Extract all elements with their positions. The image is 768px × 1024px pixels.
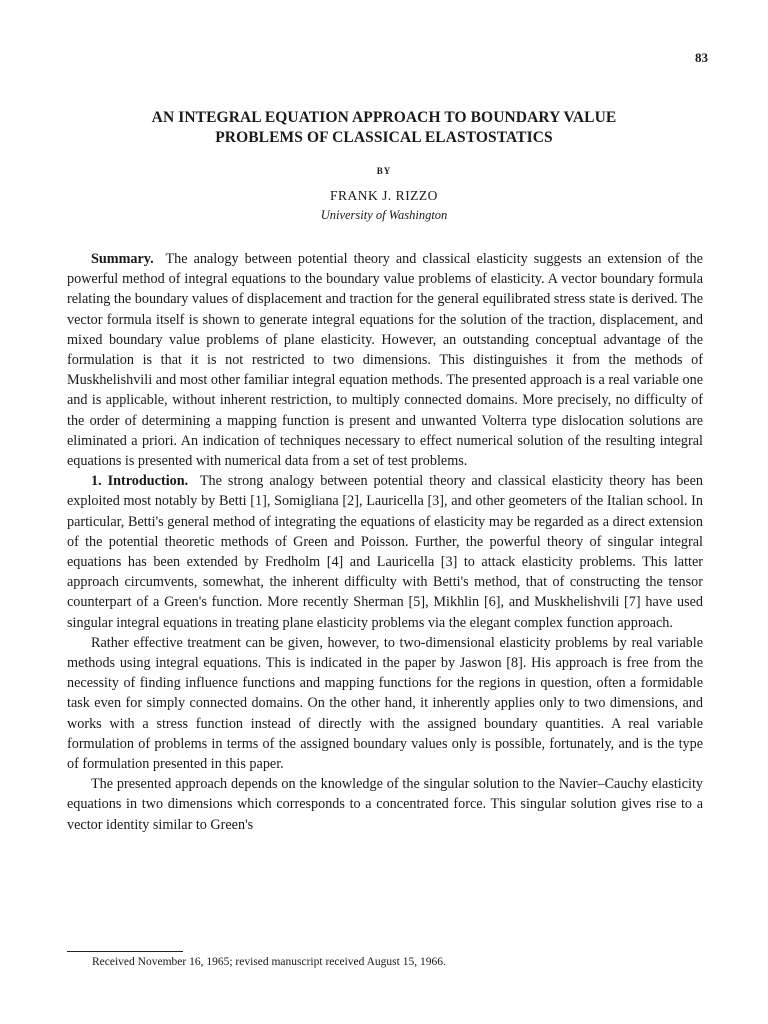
by-line: BY (376, 166, 392, 176)
summary-heading: Summary. (91, 251, 154, 267)
title-line-1: AN INTEGRAL EQUATION APPROACH TO BOUNDARY VALUE (151, 109, 617, 126)
introduction-paragraph (67, 471, 703, 633)
author-affiliation: University of Washington (320, 208, 448, 222)
article-title (0, 108, 768, 148)
summary-text: The analogy between potential theory and classical elasticity suggests an extension of the powerful method of integral equations to the boundary value problems of elasticity. A vector boundary formula relating the boundary values of displacement and traction for the general equilibrated stress state is derived. The vector formula itself is shown to generate integral equations for the solution of the traction, displacement, and mixed boundary value problems of plane elasticity. However, an outstanding conceptual advantage of the formulation is that it is not restricted to two dimensions. This distinguishes it from the methods of Muskhelishvili and most other familiar integral equation methods. The presented approach is a real variable one and is applicable, without inherent restriction, to multiply connected domains. More precisely, no difficulty of the order of determining a mapping function is present and unwanted Volterra type dislocation solutions are eliminated a priori. An indication of techniques necessary to effect numerical solution of the resulting integral equations is presented with numerical data from a set of test problems. (67, 251, 703, 470)
body-paragraph: The presented approach depends on the knowledge of the singular solution to the Navier–Cauchy elasticity equations in two dimensions which corresponds to a concentrated force. This singular solution gives rise to a vector identity similar to Green's (67, 776, 703, 833)
body-paragraph: Rather effective treatment can be given, however, to two-dimensional elasticity problems by real variable methods using integral equations. This is indicated in the paper by Jaswon [8]. His approach is free from the necessity of finding influence functions and mapping functions for the regions in question, often a formidable task even for simply connected domains. On the other hand, it inherently applies only to two dimensions, and works with a stress function instead of directly with the assigned boundary quantities. A real variable formulation of problems in terms of the assigned boundary values only is possible, fortunately, and is the type of formulation presented in this paper. (67, 634, 703, 773)
author-name: FRANK J. RIZZO (330, 188, 438, 203)
footnote: Received November 16, 1965; revised manuscript received August 15, 1966. (92, 956, 446, 968)
introduction-text: The strong analogy between potential theory and classical elasticity theory has been exploited most notably by Betti [1], Somigliana [2], Lauricella [3], and other geometers of the Italian school. In particular, Betti's general method of integrating the equations of elasticity may be regarded as a direct extension of the potential theoretic methods of Green and Poisson. Further, the powerful theory of singular integral equations has been extended by Fredholm [4] and Lauricella [3] to attack elasticity problems. This latter approach circumvents, somewhat, the inherent difficulty with Betti's method, that of constructing the tensor counterpart of a Green's function. More recently Sherman [5], Mikhlin [6], and Muskhelishvili [7] have used singular integral equations in treating plane elasticity problems via the elegant complex function approach. (67, 473, 703, 631)
article-body (67, 249, 703, 835)
summary-paragraph (67, 249, 703, 471)
title-line-2: PROBLEMS OF CLASSICAL ELASTOSTATICS (215, 129, 553, 146)
introduction-heading: 1. Introduction. (91, 473, 189, 490)
page-number: 83 (695, 50, 708, 65)
footnote-divider (67, 951, 183, 952)
